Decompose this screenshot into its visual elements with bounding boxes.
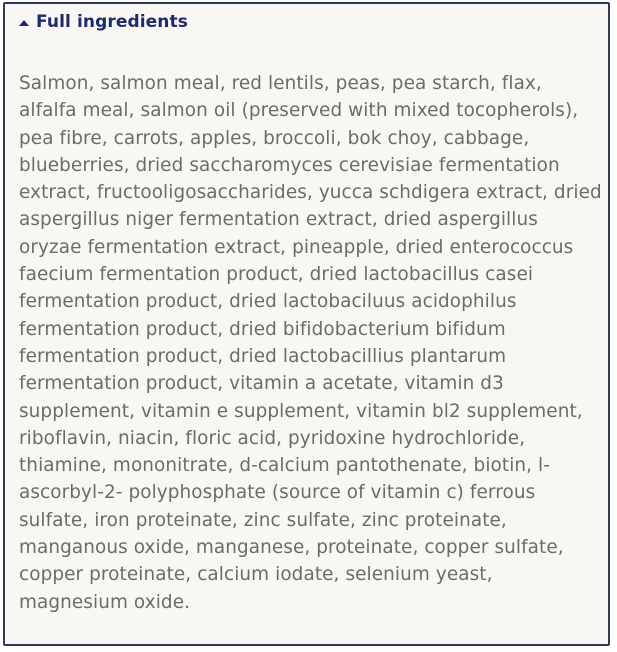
ingredients-accordion bbox=[3, 2, 610, 646]
accordion-toggle[interactable] bbox=[19, 12, 188, 32]
ingredients-list-text: Salmon, salmon meal, red lentils, peas, pea starch, flax, alfalfa meal, salmon oil (preserved with mixed tocopherols), pea fibre, carrots, apples, broccoli, bok choy, cabbage, blueberries, dried saccharomyces cerevisiae fermentation extract, fructooligosaccharides, yucca schdigera extract, dried aspergillus niger fermentation extract, dried aspergillus oryzae fermentation extract, pineapple, dried enterococcus faecium fermentation product, dried lactobacillus casei fermentation product, dried lactobaciluus acidophilus fermentation product, dried bifidobacterium bifidum fermentation product, dried lactobacillius plantarum fermentation product, vitamin a acetate, vitamin d3 supplement, vitamin e supplement, vitamin bl2 supplement, riboflavin, niacin, floric acid, pyridoxine hydrochloride, thiamine, mononitrate, d-calcium pantothenate, biotin, l-ascorbyl-2- polyphosphate (source of vitamin c) ferrous sulfate, iron proteinate, zinc sulfate, zinc proteinate, manganous oxide, manganese, proteinate, copper sulfate, copper proteinate, calcium iodate, selenium yeast, magnesium oxide. bbox=[19, 73, 602, 613]
caret-up-icon bbox=[19, 20, 29, 26]
accordion-title: Full ingredients bbox=[36, 12, 188, 32]
